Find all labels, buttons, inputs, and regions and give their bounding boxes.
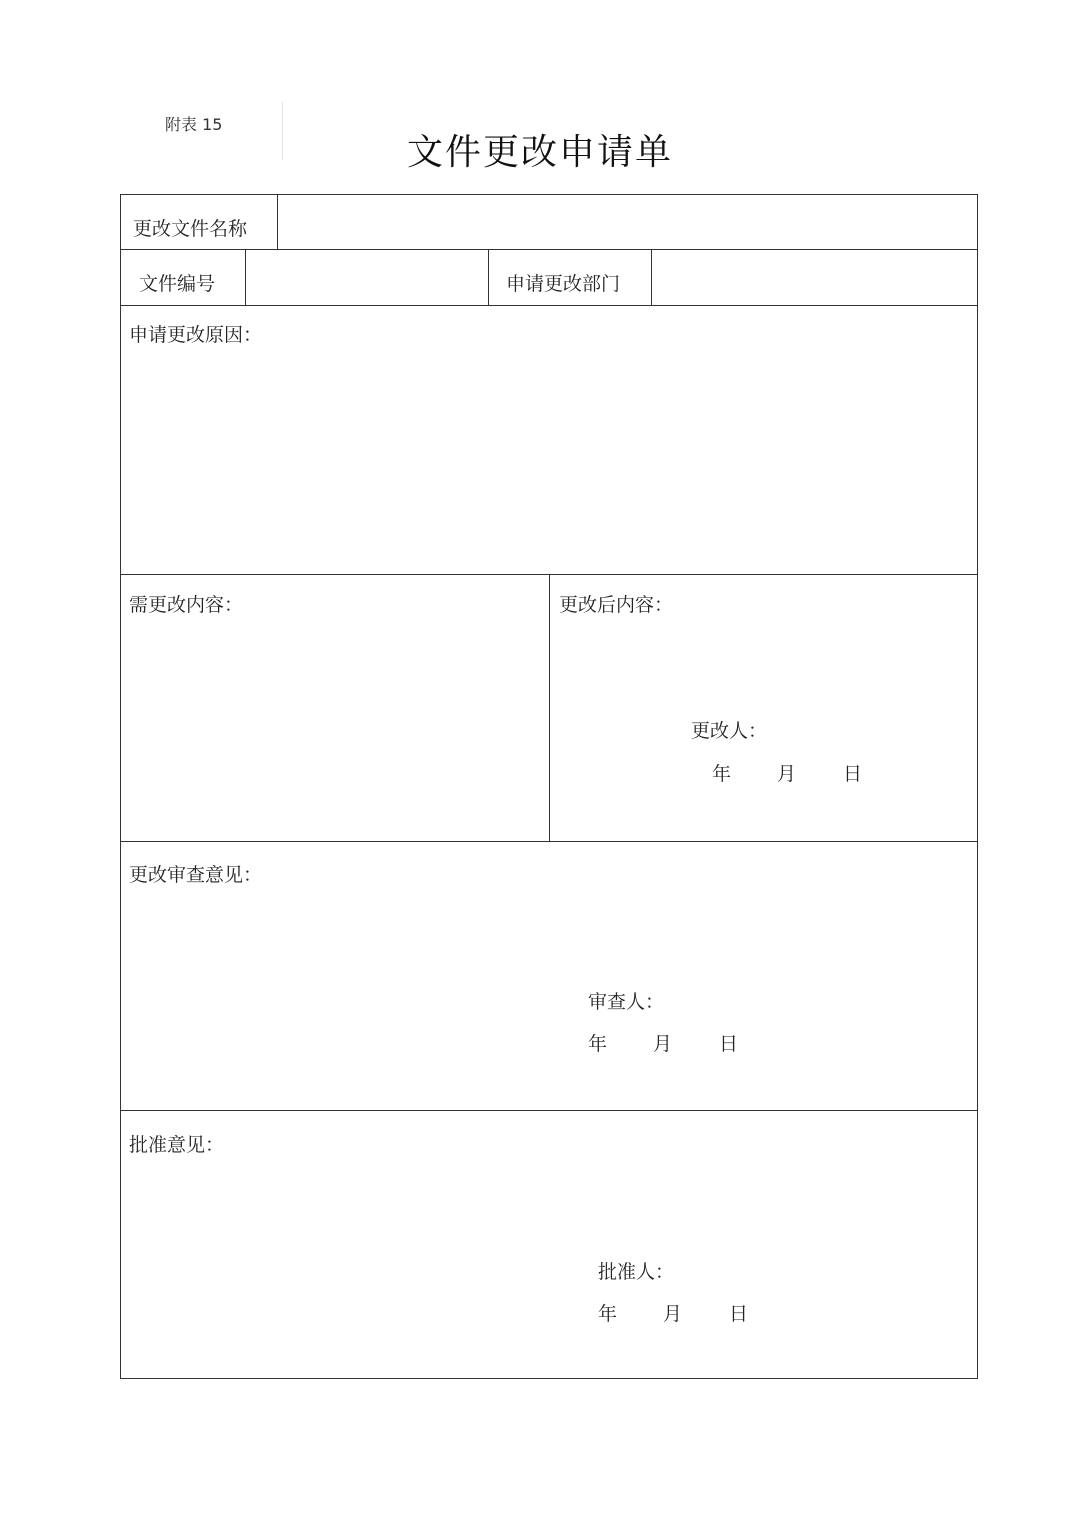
content-after-field[interactable]: [553, 625, 975, 715]
column-divider: [549, 574, 550, 841]
change-request-form: [120, 194, 978, 1379]
approver-date-month: 月: [663, 1303, 683, 1325]
dept-field[interactable]: [653, 252, 975, 304]
reviewer-date-month: 月: [653, 1033, 673, 1055]
approver-date-year: 年: [598, 1303, 618, 1325]
modifier-date-month: 月: [777, 763, 797, 785]
reviewer-date-year: 年: [588, 1033, 608, 1055]
approver-date-day: 日: [729, 1303, 749, 1325]
modifier-date-day: 日: [843, 763, 863, 785]
row-divider: [121, 841, 977, 842]
row-divider: [121, 1110, 977, 1111]
approval-field[interactable]: [123, 1165, 975, 1255]
review-label: 更改审查意见：: [129, 864, 263, 886]
reason-label: 申请更改原因：: [129, 324, 263, 346]
file-number-field[interactable]: [247, 252, 487, 304]
review-field[interactable]: [123, 895, 975, 985]
row-divider: [121, 305, 977, 306]
dept-label: 申请更改部门: [506, 273, 621, 295]
column-divider: [651, 250, 652, 305]
content-after-label: 更改后内容：: [559, 594, 674, 616]
page-title: 文件更改申请单: [406, 132, 673, 173]
annex-label: 附表 15: [165, 115, 223, 134]
reviewer-label: 审查人：: [588, 991, 665, 1013]
column-divider: [488, 250, 489, 305]
row-divider: [121, 249, 977, 250]
approval-label: 批准意见：: [129, 1134, 225, 1156]
modifier-date-year: 年: [712, 763, 732, 785]
approver-label: 批准人：: [598, 1261, 675, 1283]
file-number-label: 文件编号: [139, 273, 216, 295]
reason-field[interactable]: [123, 355, 975, 571]
content-before-label: 需更改内容：: [129, 594, 244, 616]
column-divider: [277, 195, 278, 250]
file-name-label: 更改文件名称: [133, 218, 248, 240]
file-name-field[interactable]: [279, 197, 975, 248]
reviewer-date-day: 日: [719, 1033, 739, 1055]
column-divider: [245, 250, 246, 305]
content-before-field[interactable]: [123, 625, 547, 839]
modifier-label: 更改人：: [691, 720, 768, 742]
